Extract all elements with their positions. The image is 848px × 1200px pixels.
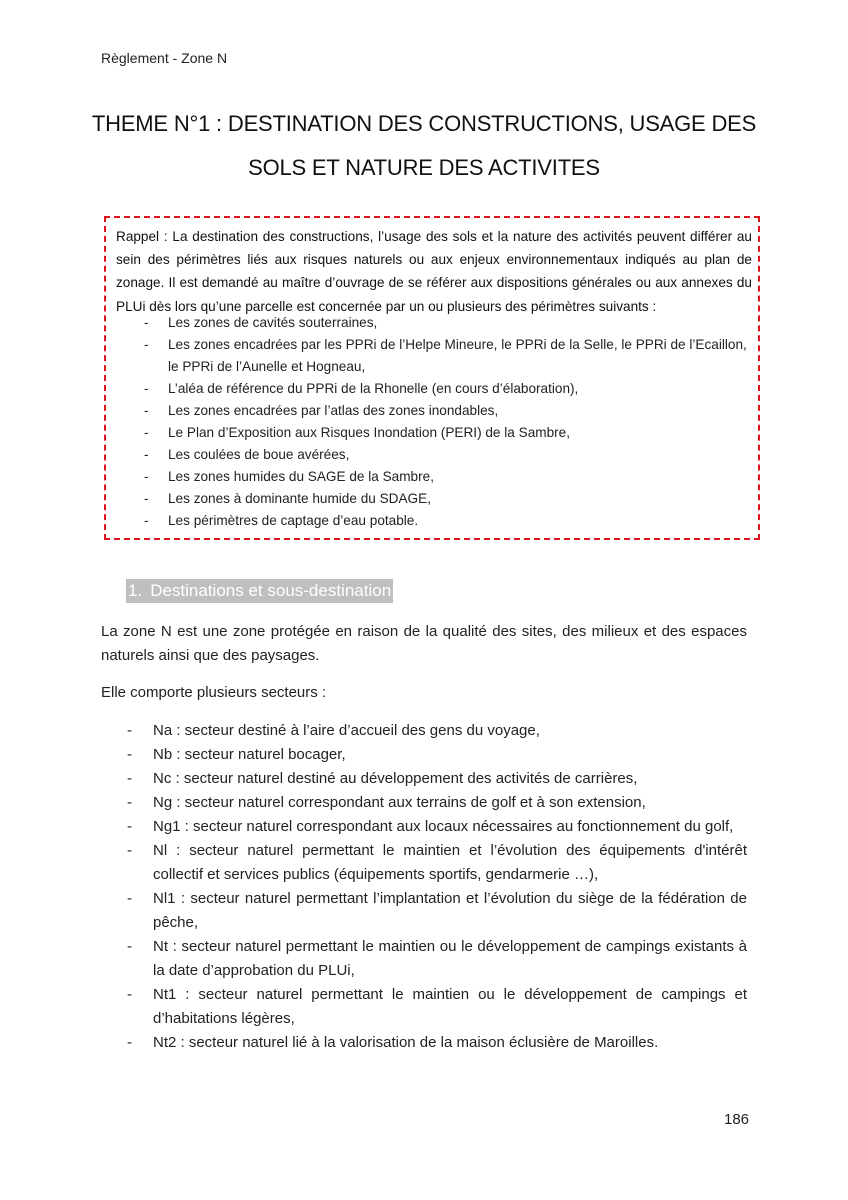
sector-item-text: Nb : secteur naturel bocager, [153,746,346,763]
sector-item-text: Ng : secteur naturel correspondant aux terrains de golf et à son extension, [153,794,646,811]
sector-item [101,719,747,743]
sector-item-text: Nt1 : secteur naturel permettant le maintien ou le développement de campings et d’habitations légères, [153,986,747,1027]
sector-item-text: Ng1 : secteur naturel correspondant aux locaux nécessaires au fonctionnement du golf, [153,818,734,835]
reminder-item [116,312,756,334]
sector-item [101,839,747,887]
bullet-dash: - [144,381,149,396]
bullet-dash: - [144,425,149,440]
reminder-item-text: Le Plan d’Exposition aux Risques Inondation (PERI) de la Sambre, [168,425,570,440]
bullet-dash: - [127,1034,132,1051]
bullet-dash: - [144,491,149,506]
bullet-dash: - [127,794,132,811]
bullet-dash: - [144,447,149,462]
sector-item [101,1031,747,1055]
bullet-dash: - [127,722,132,739]
reminder-item [116,466,756,488]
reminder-item [116,444,756,466]
reminder-item-text: Les zones humides du SAGE de la Sambre, [168,469,434,484]
reminder-list [116,312,756,532]
reminder-item-text: Les zones encadrées par les PPRi de l’Helpe Mineure, le PPRi de la Selle, le PPRi de l’Ecaillon, le PPRi de l’Aunelle et Hogneau, [168,337,747,374]
reminder-item [116,488,756,510]
reminder-item [116,334,756,378]
sector-item-text: Nl1 : secteur naturel permettant l’implantation et l’évolution du siège de la fédération de pêche, [153,890,747,931]
section-title: Destinations et sous-destination [150,581,392,600]
reminder-item-text: Les coulées de boue avérées, [168,447,350,462]
reminder-item-text: Les zones à dominante humide du SDAGE, [168,491,431,506]
sector-item [101,815,747,839]
page-number: 186 [724,1111,750,1128]
section-heading [126,579,393,603]
bullet-dash: - [127,938,132,955]
running-header: Règlement - Zone N [101,50,228,66]
reminder-item [116,510,756,532]
bullet-dash: - [144,513,149,528]
bullet-dash: - [127,746,132,763]
reminder-item [116,422,756,444]
section-number: 1. [128,581,143,600]
bullet-dash: - [127,986,132,1003]
bullet-dash: - [127,842,132,859]
sector-item [101,743,747,767]
sectors-intro: Elle comporte plusieurs secteurs : [101,684,327,701]
bullet-dash: - [144,315,149,330]
sector-item [101,983,747,1031]
title-line-1: THEME N°1 : DESTINATION DES CONSTRUCTIONS, USAGE DES [91,111,757,136]
reminder-item-text: Les zones de cavités souterraines, [168,315,378,330]
sector-item [101,887,747,935]
title-line-2: SOLS ET NATURE DES ACTIVITES [248,155,600,180]
bullet-dash: - [144,403,149,418]
sector-item [101,935,747,983]
page-title [60,102,788,190]
reminder-item-text: Les zones encadrées par l’atlas des zones inondables, [168,403,499,418]
intro-paragraph: La zone N est une zone protégée en raison de la qualité des sites, des milieux et des espaces naturels ainsi que des paysages. [101,623,747,664]
sector-item-text: Nl : secteur naturel permettant le maintien et l’évolution des équipements d'intérêt collectif et services publics (équipements sportifs, gendarmerie …), [153,842,747,883]
bullet-dash: - [127,818,132,835]
bullet-dash: - [127,890,132,907]
bullet-dash: - [127,770,132,787]
bullet-dash: - [144,469,149,484]
reminder-item-text: Les périmètres de captage d’eau potable. [168,513,419,528]
sector-item [101,791,747,815]
bullet-dash: - [144,337,149,352]
sector-item-text: Nt2 : secteur naturel lié à la valorisation de la maison éclusière de Maroilles. [153,1034,659,1051]
sector-item [101,767,747,791]
reminder-item-text: L’aléa de référence du PPRi de la Rhonelle (en cours d’élaboration), [168,381,579,396]
sector-list [101,719,747,1055]
reminder-intro: Rappel : La destination des constructions, l’usage des sols et la nature des activités peuvent différer au sein des périmètres liés aux risques naturels ou aux enjeux environnementaux indiqués au plan de zonage. Il est demandé au maître d’ouvrage de se référer aux dispositions générales ou aux annexes du PLUi dès lors qu’une parcelle est concernée par un ou plusieurs des périmètres suivants : [116,229,752,314]
sector-item-text: Na : secteur destiné à l’aire d’accueil des gens du voyage, [153,722,540,739]
sector-item-text: Nt : secteur naturel permettant le maintien ou le développement de campings existants à la date d’approbation du PLUi, [153,938,747,979]
reminder-item [116,378,756,400]
reminder-item [116,400,756,422]
sector-item-text: Nc : secteur naturel destiné au développement des activités de carrières, [153,770,638,787]
